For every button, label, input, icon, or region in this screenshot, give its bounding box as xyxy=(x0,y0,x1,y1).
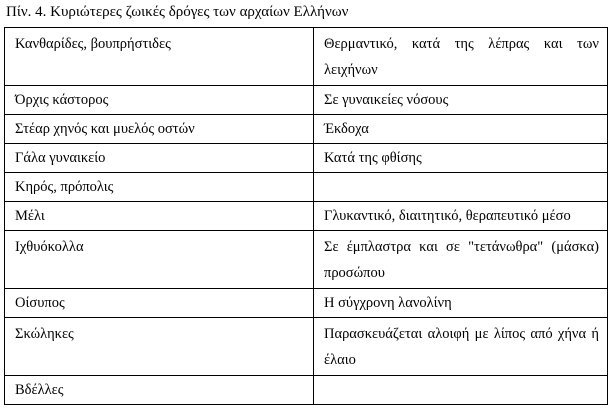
use-cell: Γλυκαντικό, διαιτητικό, θεραπευτικό μέσο xyxy=(314,202,608,231)
table-row xyxy=(5,115,608,144)
substance-cell: Βδέλλες xyxy=(5,376,314,405)
use-cell: Έκδοχα xyxy=(314,115,608,144)
substance-cell: Οίσυπος xyxy=(5,289,314,318)
table-row xyxy=(5,202,608,231)
substance-cell: Μέλι xyxy=(5,202,314,231)
substance-cell: Όρχις κάστορος xyxy=(5,86,314,115)
use-cell: Σε έμπλαστρα και σε "τετάνωθρα" (μάσκα) προσώπου xyxy=(314,231,608,289)
substance-cell: Σκώληκες xyxy=(5,318,314,376)
table-row xyxy=(5,86,608,115)
substance-cell: Ιχθυόκολλα xyxy=(5,231,314,289)
table-row xyxy=(5,231,608,289)
table-row xyxy=(5,173,608,202)
table-row xyxy=(5,289,608,318)
substance-cell: Κανθαρίδες, βουπρήστιδες xyxy=(5,28,314,86)
use-cell: Θερμαντικό, κατά της λέπρας και των λειχήνων xyxy=(314,28,608,86)
substance-cell: Γάλα γυναικείο xyxy=(5,144,314,173)
substance-cell: Κηρός, πρόπολις xyxy=(5,173,314,202)
table-row xyxy=(5,28,608,86)
use-cell: Σε γυναικείες νόσους xyxy=(314,86,608,115)
use-cell xyxy=(314,376,608,405)
use-cell: Η σύγχρονη λανολίνη xyxy=(314,289,608,318)
table-caption: Πίν. 4. Κυριώτερες ζωικές δρόγες των αρχαίων Ελλήνων xyxy=(6,4,349,20)
table-row xyxy=(5,144,608,173)
substance-cell: Στέαρ χηνός και μυελός οστών xyxy=(5,115,314,144)
use-cell xyxy=(314,173,608,202)
animal-drugs-table xyxy=(4,27,608,405)
table-row xyxy=(5,318,608,376)
use-cell: Παρασκευάζεται αλοιφή με λίπος από χήνα ή έλαιο xyxy=(314,318,608,376)
table-row xyxy=(5,376,608,405)
use-cell: Κατά της φθίσης xyxy=(314,144,608,173)
